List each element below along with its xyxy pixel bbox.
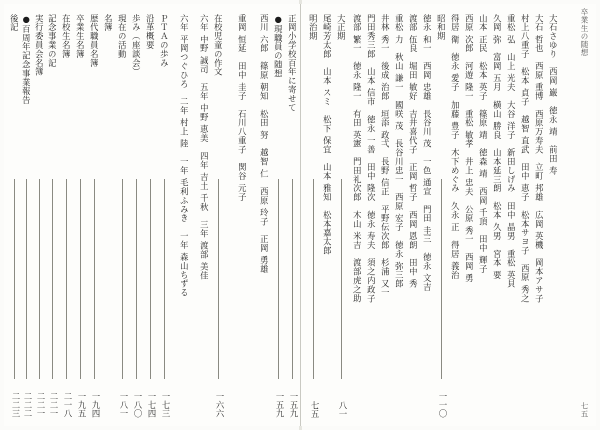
toc-entry: 大石 哲也 西原 重博 西原万寿夫 立町 邦雄 広岡 英機 岡本アサ子 <box>534 14 545 303</box>
toc-entry: 尾崎芳太郎 山本 スミ 松下 保宜 山本 雅知 松本嘉太郎 <box>322 14 333 256</box>
toc-entry: 重松 力 秋山 謙一 國咲 茂 長谷川忠一 西原 宏子 徳永 弥三郎 <box>394 14 405 289</box>
toc-column <box>288 14 296 112</box>
toc-column <box>549 14 557 175</box>
toc-leader-line <box>66 179 67 379</box>
toc-leader-line <box>164 179 165 379</box>
toc-page-number: 一九四 <box>91 391 101 418</box>
toc-entry: ●百周年記念事業報告 <box>21 14 32 105</box>
toc-column <box>90 14 98 67</box>
toc-column <box>260 14 268 274</box>
left-page <box>4 4 301 426</box>
right-page <box>301 4 596 426</box>
toc-column <box>76 14 84 59</box>
toc-leader-line <box>94 179 95 379</box>
toc-column <box>214 14 222 76</box>
toc-column <box>200 14 208 280</box>
toc-entry: 重岡 恒延 田中 圭子 石川八重子 関谷 元子 <box>237 14 248 202</box>
toc-page-number: 一六六 <box>215 391 225 418</box>
book-spread <box>4 4 596 426</box>
toc-entry: 六年 中野 誠司 五年 中野 恵美 四年 吉土 千秋 三年 渡部 美佳 <box>199 14 210 281</box>
toc-leader-line <box>150 179 151 379</box>
toc-leader-line <box>39 179 40 379</box>
running-head: 卒業生の随想 <box>580 8 589 57</box>
toc-leader-line <box>26 179 27 379</box>
toc-page-number: 一一〇 <box>438 391 448 418</box>
toc-column <box>132 14 140 76</box>
toc-page-number: 八一 <box>338 400 348 418</box>
toc-leader-line <box>278 179 279 379</box>
toc-column <box>493 14 501 279</box>
toc-page-number: 二一八 <box>63 391 73 418</box>
toc-column <box>160 14 168 67</box>
toc-entry: 記念事業の記 <box>47 14 58 68</box>
toc-column <box>507 14 515 288</box>
toc-leader-line <box>14 179 15 379</box>
toc-entry: 実行委員会名簿 <box>34 14 45 77</box>
toc-entry: 名簿 <box>103 14 114 32</box>
toc-entry: 在校生名簿 <box>61 14 72 59</box>
toc-column <box>180 14 188 297</box>
toc-column <box>535 14 543 303</box>
toc-page-number: 七五 <box>310 400 320 418</box>
toc-column <box>437 14 445 41</box>
toc-page-number: 一八一 <box>119 391 129 418</box>
toc-column <box>395 14 403 288</box>
toc-entry: 後記 <box>9 14 20 32</box>
toc-entry: 西川 六郎 篠原 朝知 松田 努 越智 仁 西原 玲子 正岡 勇雄 <box>259 14 270 274</box>
toc-leader-line <box>80 179 81 379</box>
toc-column <box>465 14 473 283</box>
toc-column <box>118 14 126 59</box>
toc-column <box>62 14 70 59</box>
toc-leader-line <box>441 179 442 379</box>
toc-column <box>409 14 417 288</box>
toc-page-number: 一七四 <box>147 391 157 418</box>
toc-leader-line <box>218 179 219 379</box>
toc-column <box>323 14 331 255</box>
toc-page-number: 二二二 <box>23 391 33 418</box>
toc-column <box>48 14 56 67</box>
toc-leader-line <box>292 179 293 379</box>
toc-column <box>35 14 43 76</box>
toc-page-number: 二二一 <box>49 391 59 418</box>
toc-entry: 重松 弘 山上 光夫 大谷 洋子 新田しげみ 田中 晶男 重松 英貝 <box>506 14 517 289</box>
toc-column <box>238 14 246 202</box>
toc-column <box>521 14 529 303</box>
toc-entry: 久岡 弥 富岡 五月 横山 勝良 山本延三朗 松本 久男 宮本 要 <box>492 14 503 280</box>
toc-column <box>353 14 361 303</box>
toc-entry: 昭和期 <box>436 14 447 41</box>
toc-entry: 徳永 和一 西岡 忠雄 長谷川 茂 一色 通宣 門田 圭三 徳永 文吉 <box>422 14 433 292</box>
toc-column <box>274 14 282 78</box>
toc-page-number: 一七三 <box>161 391 171 418</box>
toc-entry: 正岡小学校百年に寄せて <box>287 14 298 112</box>
toc-entry: 山本 正民 松本 英子 篠原 靖 徳森 靖 西岡 千頂 田中 輝子 <box>478 14 489 274</box>
toc-column <box>104 14 112 32</box>
toc-entry: 現在の活動 <box>117 14 128 59</box>
toc-entry: 西原 次郎 河遊 隆一 重松 敏孝 井上 忠夫 公原 秀一 西岡 勇 <box>464 14 475 283</box>
toc-column <box>146 14 154 50</box>
toc-leader-line <box>52 179 53 379</box>
toc-page-number: 一八〇 <box>133 391 143 418</box>
toc-column <box>479 14 487 274</box>
toc-page-number: 一五九 <box>289 391 299 418</box>
toc-entry: 明治期 <box>308 14 319 41</box>
toc-leader-line <box>341 179 342 379</box>
toc-page-number: 一五九 <box>275 391 285 418</box>
toc-column <box>10 14 18 32</box>
toc-entry: 卒業生名簿 <box>75 14 86 59</box>
toc-page-number: 二二三 <box>11 391 21 418</box>
toc-entry: 歴代職員名簿 <box>89 14 100 68</box>
toc-page-number: 二二一 <box>36 391 46 418</box>
toc-entry: 六年 平岡つぐひろ 二年 村上 陸 一年 毛利ふみき 一年 森山ちずる <box>179 14 190 298</box>
toc-page-number: 一九五 <box>77 391 87 418</box>
toc-column <box>22 14 30 105</box>
toc-column <box>309 14 317 41</box>
toc-entry: 在校児童の作文 <box>213 14 224 77</box>
toc-entry: 渡部 繁一 徳永 隆一 有田 英憲 門田礼次郎 木山 米吉 渡部虎之助 <box>352 14 363 303</box>
toc-entry: 村上八重子 松本 貞子 越智 直武 田中 恵子 松本サヨ子 西原 秀之 <box>520 14 531 303</box>
toc-entry: 大正期 <box>336 14 347 41</box>
toc-entry: ●現職員の随想 <box>273 14 284 78</box>
toc-column <box>423 14 431 292</box>
toc-entry: 歩み（座談会） <box>131 14 142 77</box>
toc-leader-line <box>136 179 137 379</box>
toc-entry: 渡部 伍良 堀田 敏好 吉井喜代子 正岡 哲子 西岡 恩朗 田中 秀 <box>408 14 419 289</box>
toc-leader-line <box>122 179 123 379</box>
toc-entry: 沿革概要 <box>145 14 156 50</box>
toc-column <box>381 14 389 297</box>
toc-leader-line <box>313 179 314 379</box>
folio: 七五 <box>580 402 589 418</box>
toc-column <box>337 14 345 41</box>
toc-column <box>367 14 375 303</box>
toc-column <box>451 14 459 279</box>
toc-entry: 門田秀三郎 山本 信市 徳永 一善 田中 隆次 徳永 寿夫 須之内政子 <box>366 14 377 303</box>
toc-entry: ＰＴＡの歩み <box>159 14 170 68</box>
toc-entry: 大石さゆり 西岡 巌 徳永 靖 前田 寿 <box>548 14 559 176</box>
toc-entry: 得居 衛 徳永 愛子 加藤 豊子 木下めぐみ 久永 正 得居 義治 <box>450 14 461 280</box>
toc-entry: 井林 秀一 後成 治郎 垣添 政弌 長野 信正 平野伝次郎 杉浦 又一 <box>380 14 391 298</box>
